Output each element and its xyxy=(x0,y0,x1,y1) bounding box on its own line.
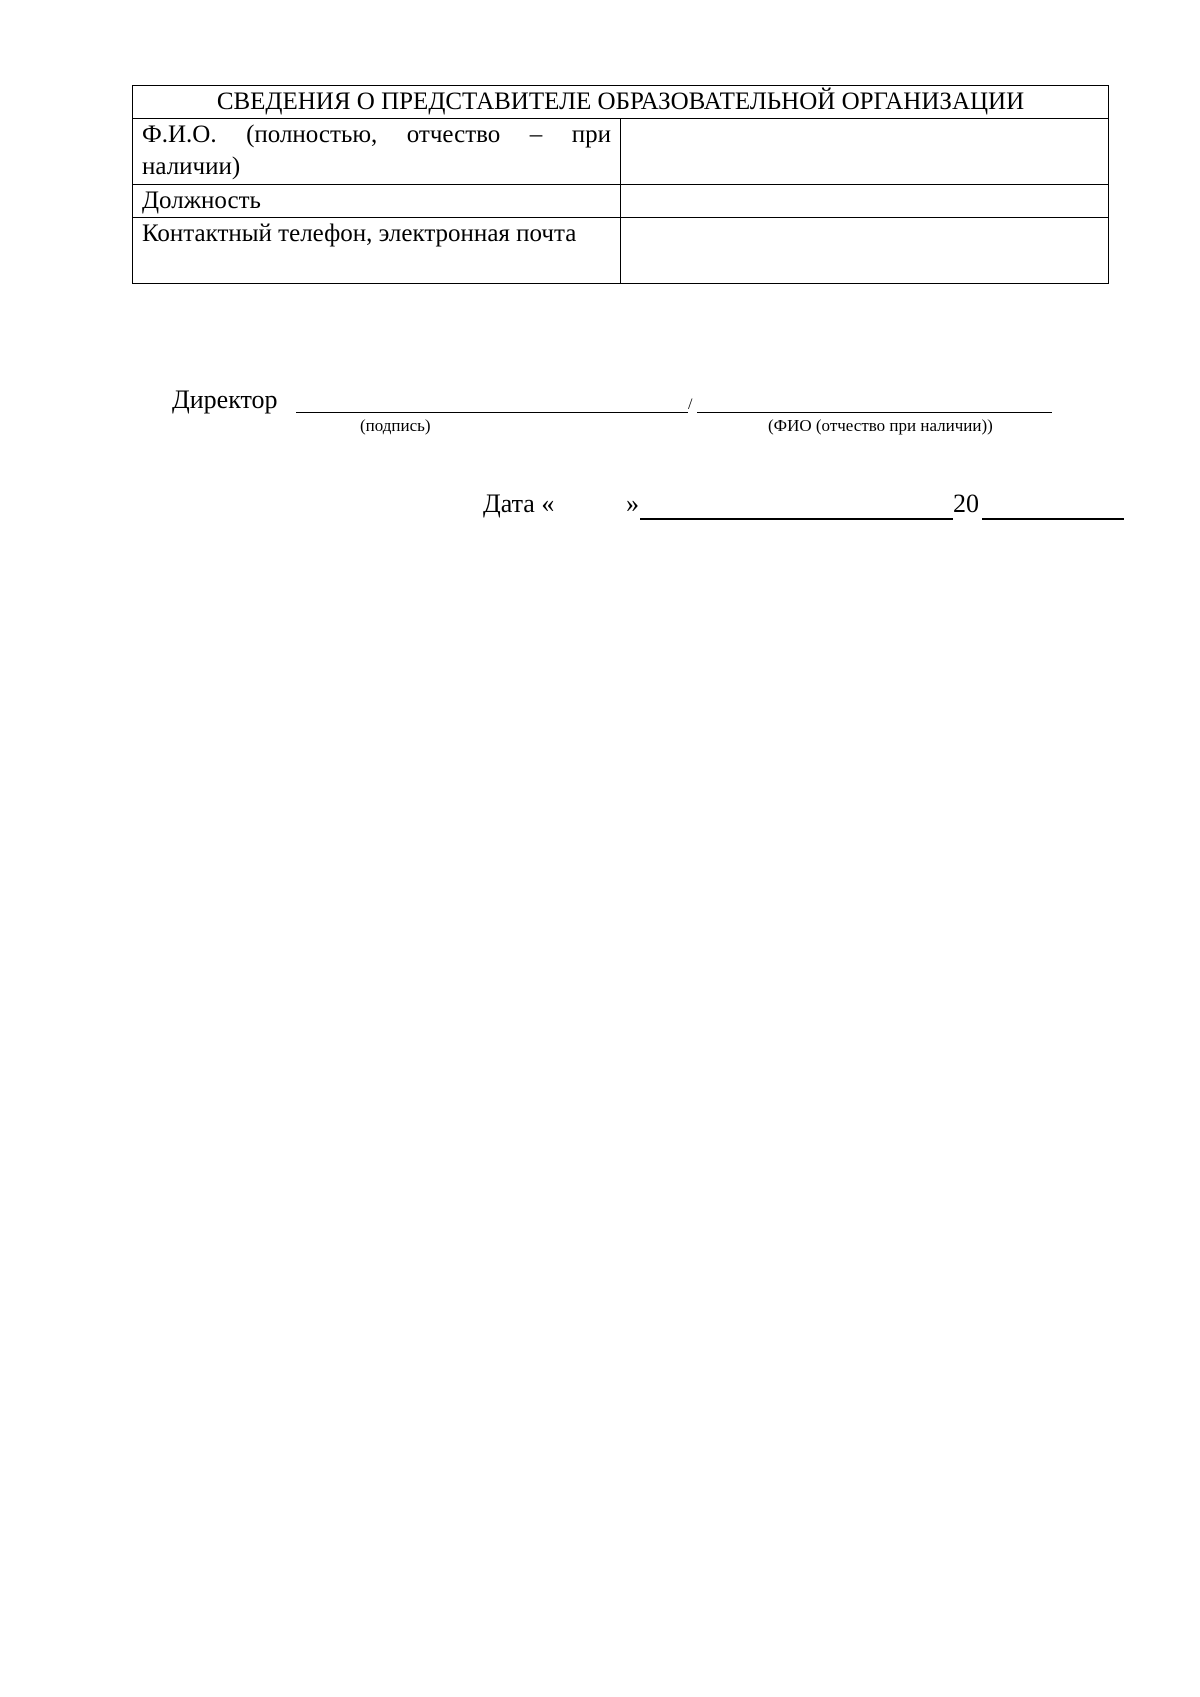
table-title-row xyxy=(133,86,1109,119)
date-year-line[interactable] xyxy=(982,518,1124,520)
signature-slash: / xyxy=(688,396,693,413)
position-label: Должность xyxy=(133,185,621,218)
date-label: Дата « xyxy=(483,489,555,518)
date-month-line[interactable] xyxy=(640,518,953,520)
representative-info-table xyxy=(132,85,1109,284)
date-year-prefix: 20 xyxy=(953,489,979,518)
table-row xyxy=(133,218,1109,284)
table-title: СВЕДЕНИЯ О ПРЕДСТАВИТЕЛЕ ОБРАЗОВАТЕЛЬНОЙ ОРГАНИЗАЦИИ xyxy=(133,86,1109,119)
contacts-value-field[interactable] xyxy=(621,218,1109,284)
fio-label: Ф.И.О. (полностью, отчество – при наличии) xyxy=(133,119,621,185)
name-line[interactable] xyxy=(697,412,1052,413)
name-caption: (ФИО (отчество при наличии)) xyxy=(768,416,993,435)
date-block xyxy=(0,489,1200,529)
signature-caption: (подпись) xyxy=(360,416,431,435)
director-label: Директор xyxy=(172,385,278,414)
fio-value-field[interactable] xyxy=(621,119,1109,185)
table-row xyxy=(133,185,1109,218)
date-close-quote: » xyxy=(626,489,639,518)
contacts-label: Контактный телефон, электронная почта xyxy=(133,218,621,284)
position-value-field[interactable] xyxy=(621,185,1109,218)
table-row xyxy=(133,119,1109,185)
signature-line[interactable] xyxy=(296,412,688,413)
